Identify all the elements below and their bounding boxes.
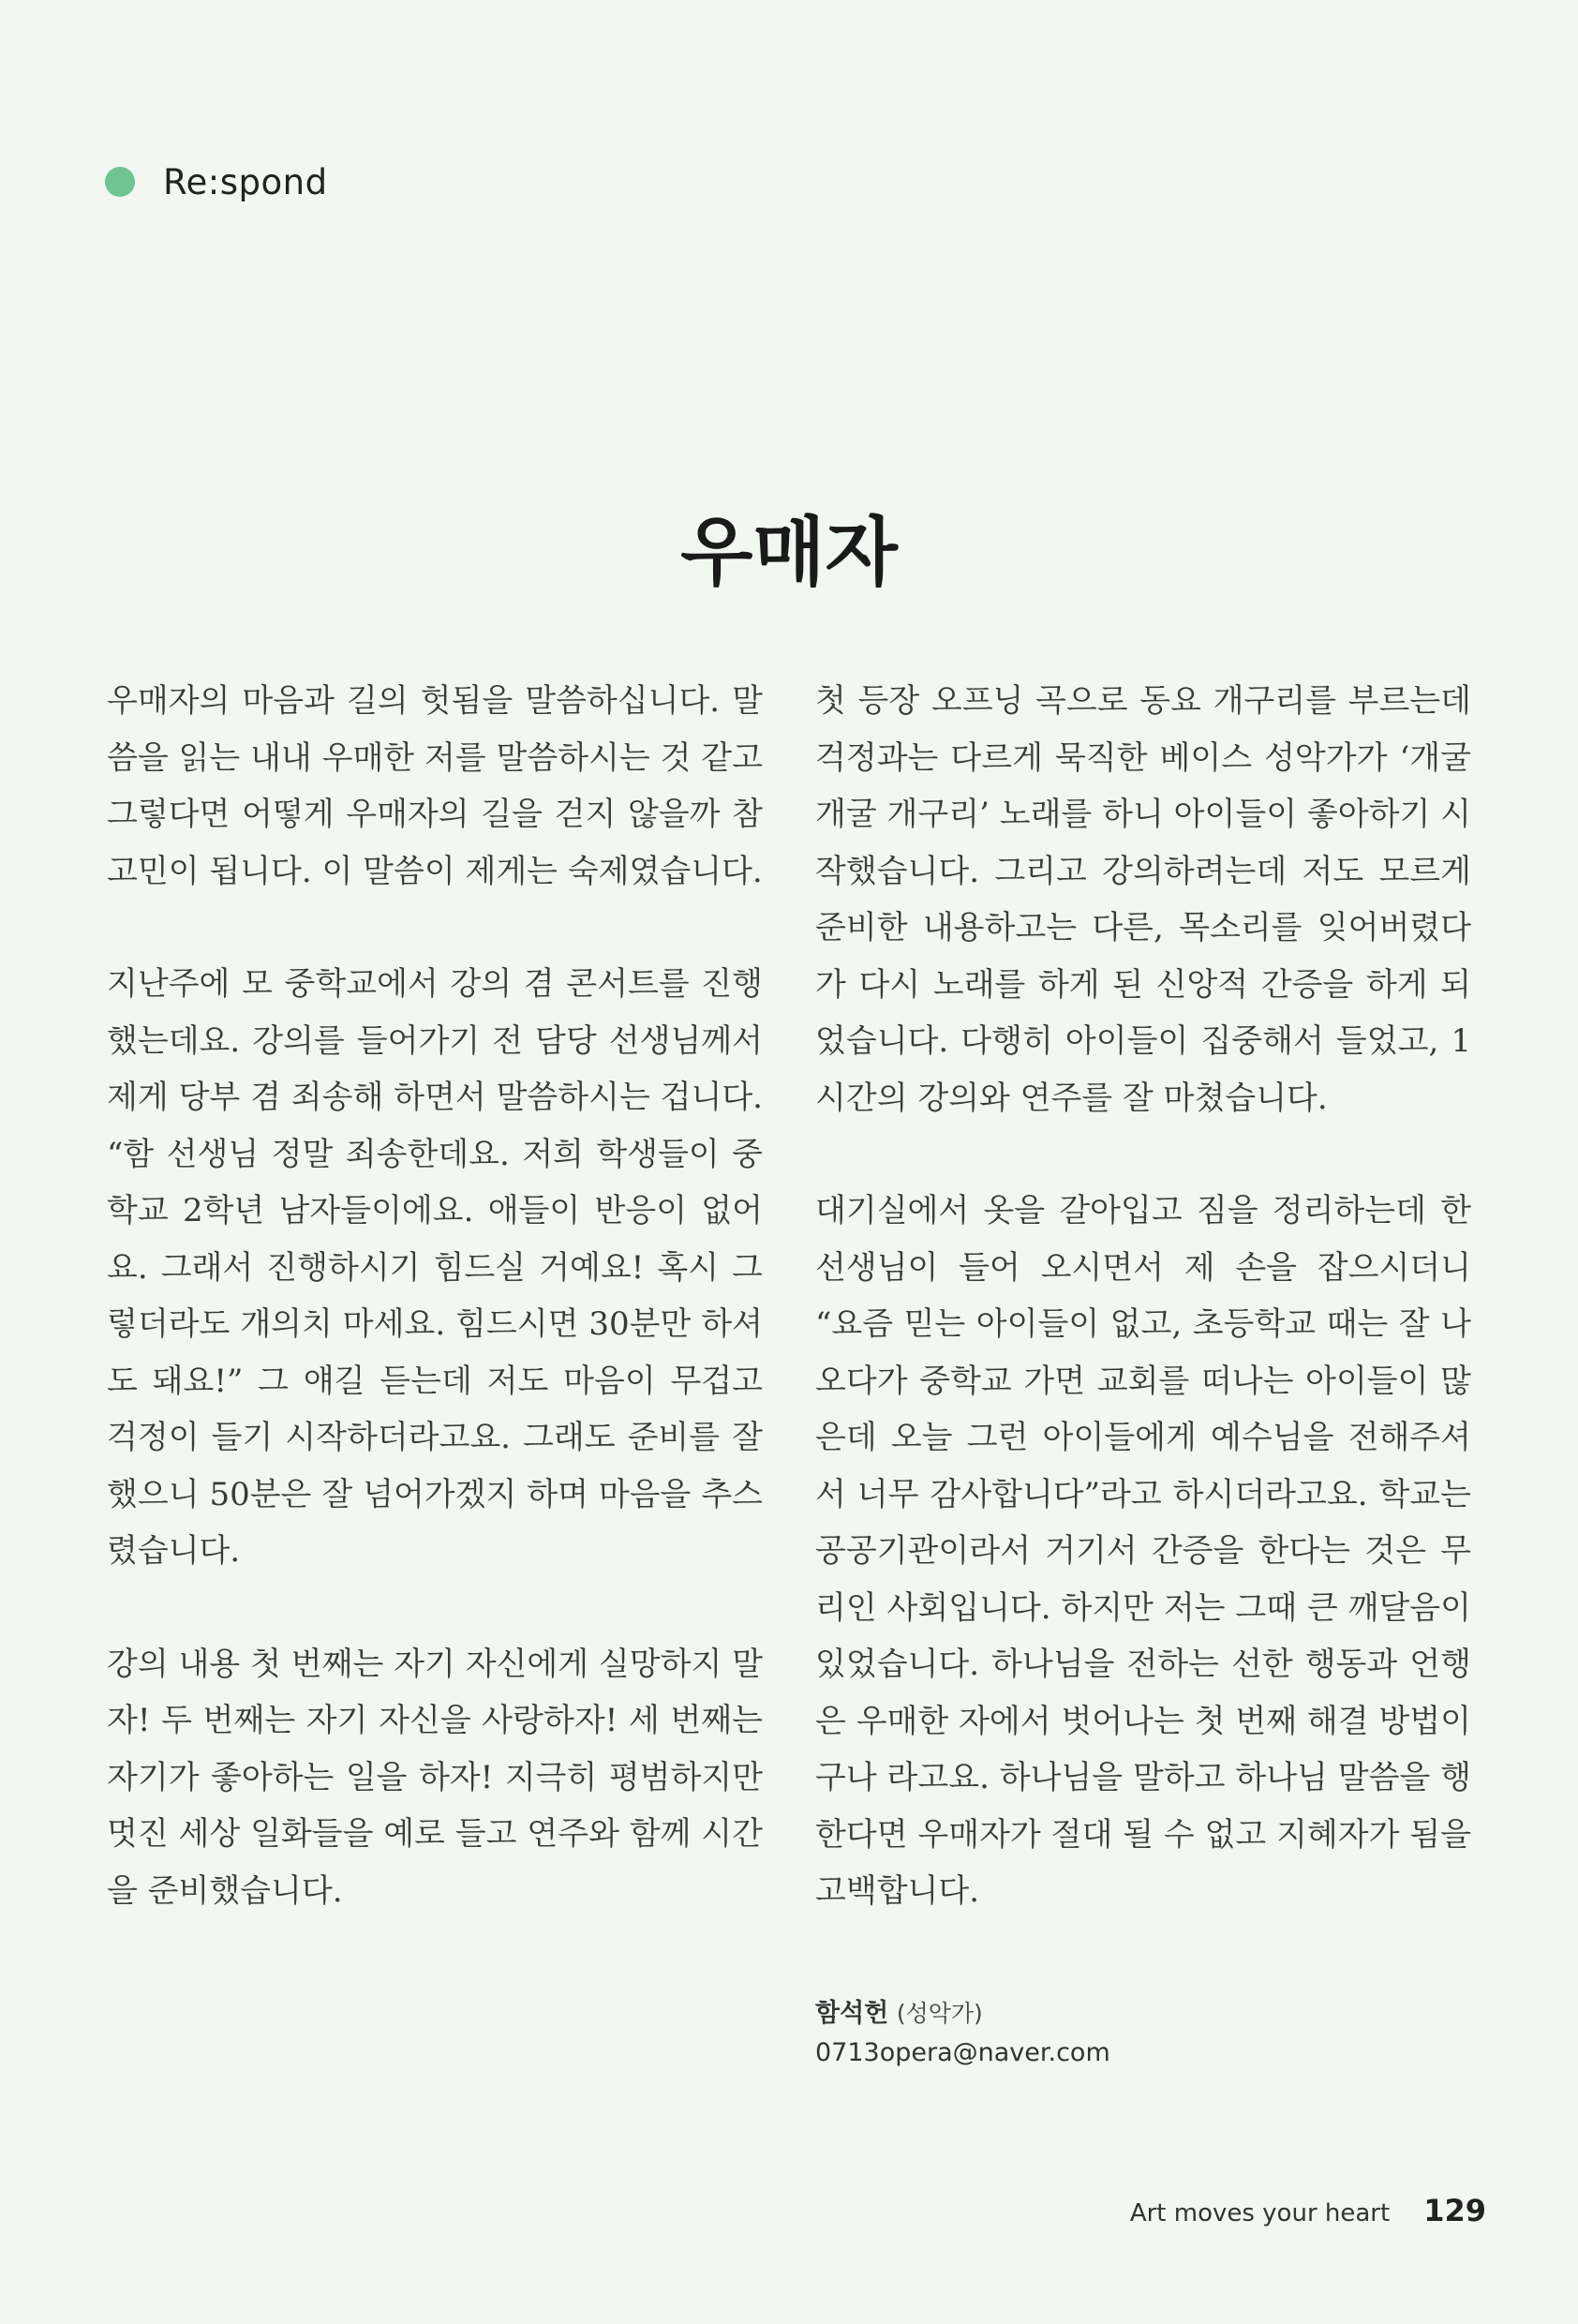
article-title: 우매자 [680, 509, 898, 596]
section-dot-icon [105, 167, 135, 197]
paragraph: 우매자의 마음과 길의 헛됨을 말씀하십니다. 말씀을 읽는 내내 우매한 저를 말씀하시는 것 같고 그렇다면 어떻게 우매자의 길을 걷지 않을까 참 고민이 됩니다. 이 말씀이 제게는 숙제였습니다. [107, 682, 763, 890]
paragraph: 강의 내용 첫 번째는 자기 자신에게 실망하지 말자! 두 번째는 자기 자신을 사랑하자! 세 번째는 자기가 좋아하는 일을 하자! 지극히 평범하지만 멋진 세상 일화들을 예로 들고 연주와 함께 시간을 준비했습니다. [107, 1645, 763, 1910]
author-block [815, 1994, 1110, 2073]
author-email: 0713opera@naver.com [815, 2038, 1110, 2067]
author-byline [815, 1994, 1110, 2034]
paragraph: 첫 등장 오프닝 곡으로 동요 개구리를 부르는데 걱정과는 다르게 묵직한 베이스 성악가가 ‘개굴 개굴 개구리’ 노래를 하니 아이들이 좋아하기 시작했습니다. 그리고 강의하려는데 저도 모르게 준비한 내용하고는 다른, 목소리를 잊어버렸다가 다시 노래를 하게 된 신앙적 간증을 하게 되었습니다. 다행히 아이들이 집중해서 들었고, 1시간의 강의와 연주를 잘 마쳤습니다. [815, 682, 1471, 1117]
page-footer [1130, 2193, 1486, 2228]
section-tag [105, 163, 328, 201]
paragraph: 대기실에서 옷을 갈아입고 짐을 정리하는데 한 선생님이 들어 오시면서 제 손을 잡으시더니 “요즘 믿는 아이들이 없고, 초등학교 때는 잘 나오다가 중학교 가면 교회를 떠나는 아이들이 많은데 오늘 그런 아이들에게 예수님을 전해주셔서 너무 감사합니다”라고 하시더라고요. 학교는 공공기관이라서 거기서 간증을 한다는 것은 무리인 사회입니다. 하지만 저는 그때 큰 깨달음이 있었습니다. 하나님을 전하는 선한 행동과 언행은 우매한 자에서 벗어나는 첫 번째 해결 방법이구나 라고요. 하나님을 말하고 하나님 말씀을 행한다면 우매자가 절대 될 수 없고 지혜자가 됨을 고백합니다. [815, 1192, 1471, 1910]
section-label: Re:spond [163, 161, 328, 202]
body-column-right [815, 673, 1471, 1976]
author-name: 함석헌 [815, 1999, 889, 2028]
footer-slogan: Art moves your heart [1129, 2199, 1391, 2227]
paragraph: 지난주에 모 중학교에서 강의 겸 콘서트를 진행했는데요. 강의를 들어가기 전 담당 선생님께서 제게 당부 겸 죄송해 하면서 말씀하시는 겁니다. “함 선생님 정말 죄송한데요. 저희 학생들이 중학교 2학년 남자들이에요. 애들이 반응이 없어요. 그래서 진행하시기 힘드실 거예요! 혹시 그렇더라도 개의치 마세요. 힘드시면 30분만 하셔도 돼요!” 그 얘길 듣는데 저도 마음이 무겁고 걱정이 들기 시작하더라고요. 그래도 준비를 잘 했으니 50분은 잘 넘어가겠지 하며 마음을 추스렸습니다. [107, 965, 763, 1570]
author-role: (성악가) [896, 2000, 983, 2027]
page-number: 129 [1423, 2193, 1486, 2228]
body-column-left [107, 673, 763, 1975]
